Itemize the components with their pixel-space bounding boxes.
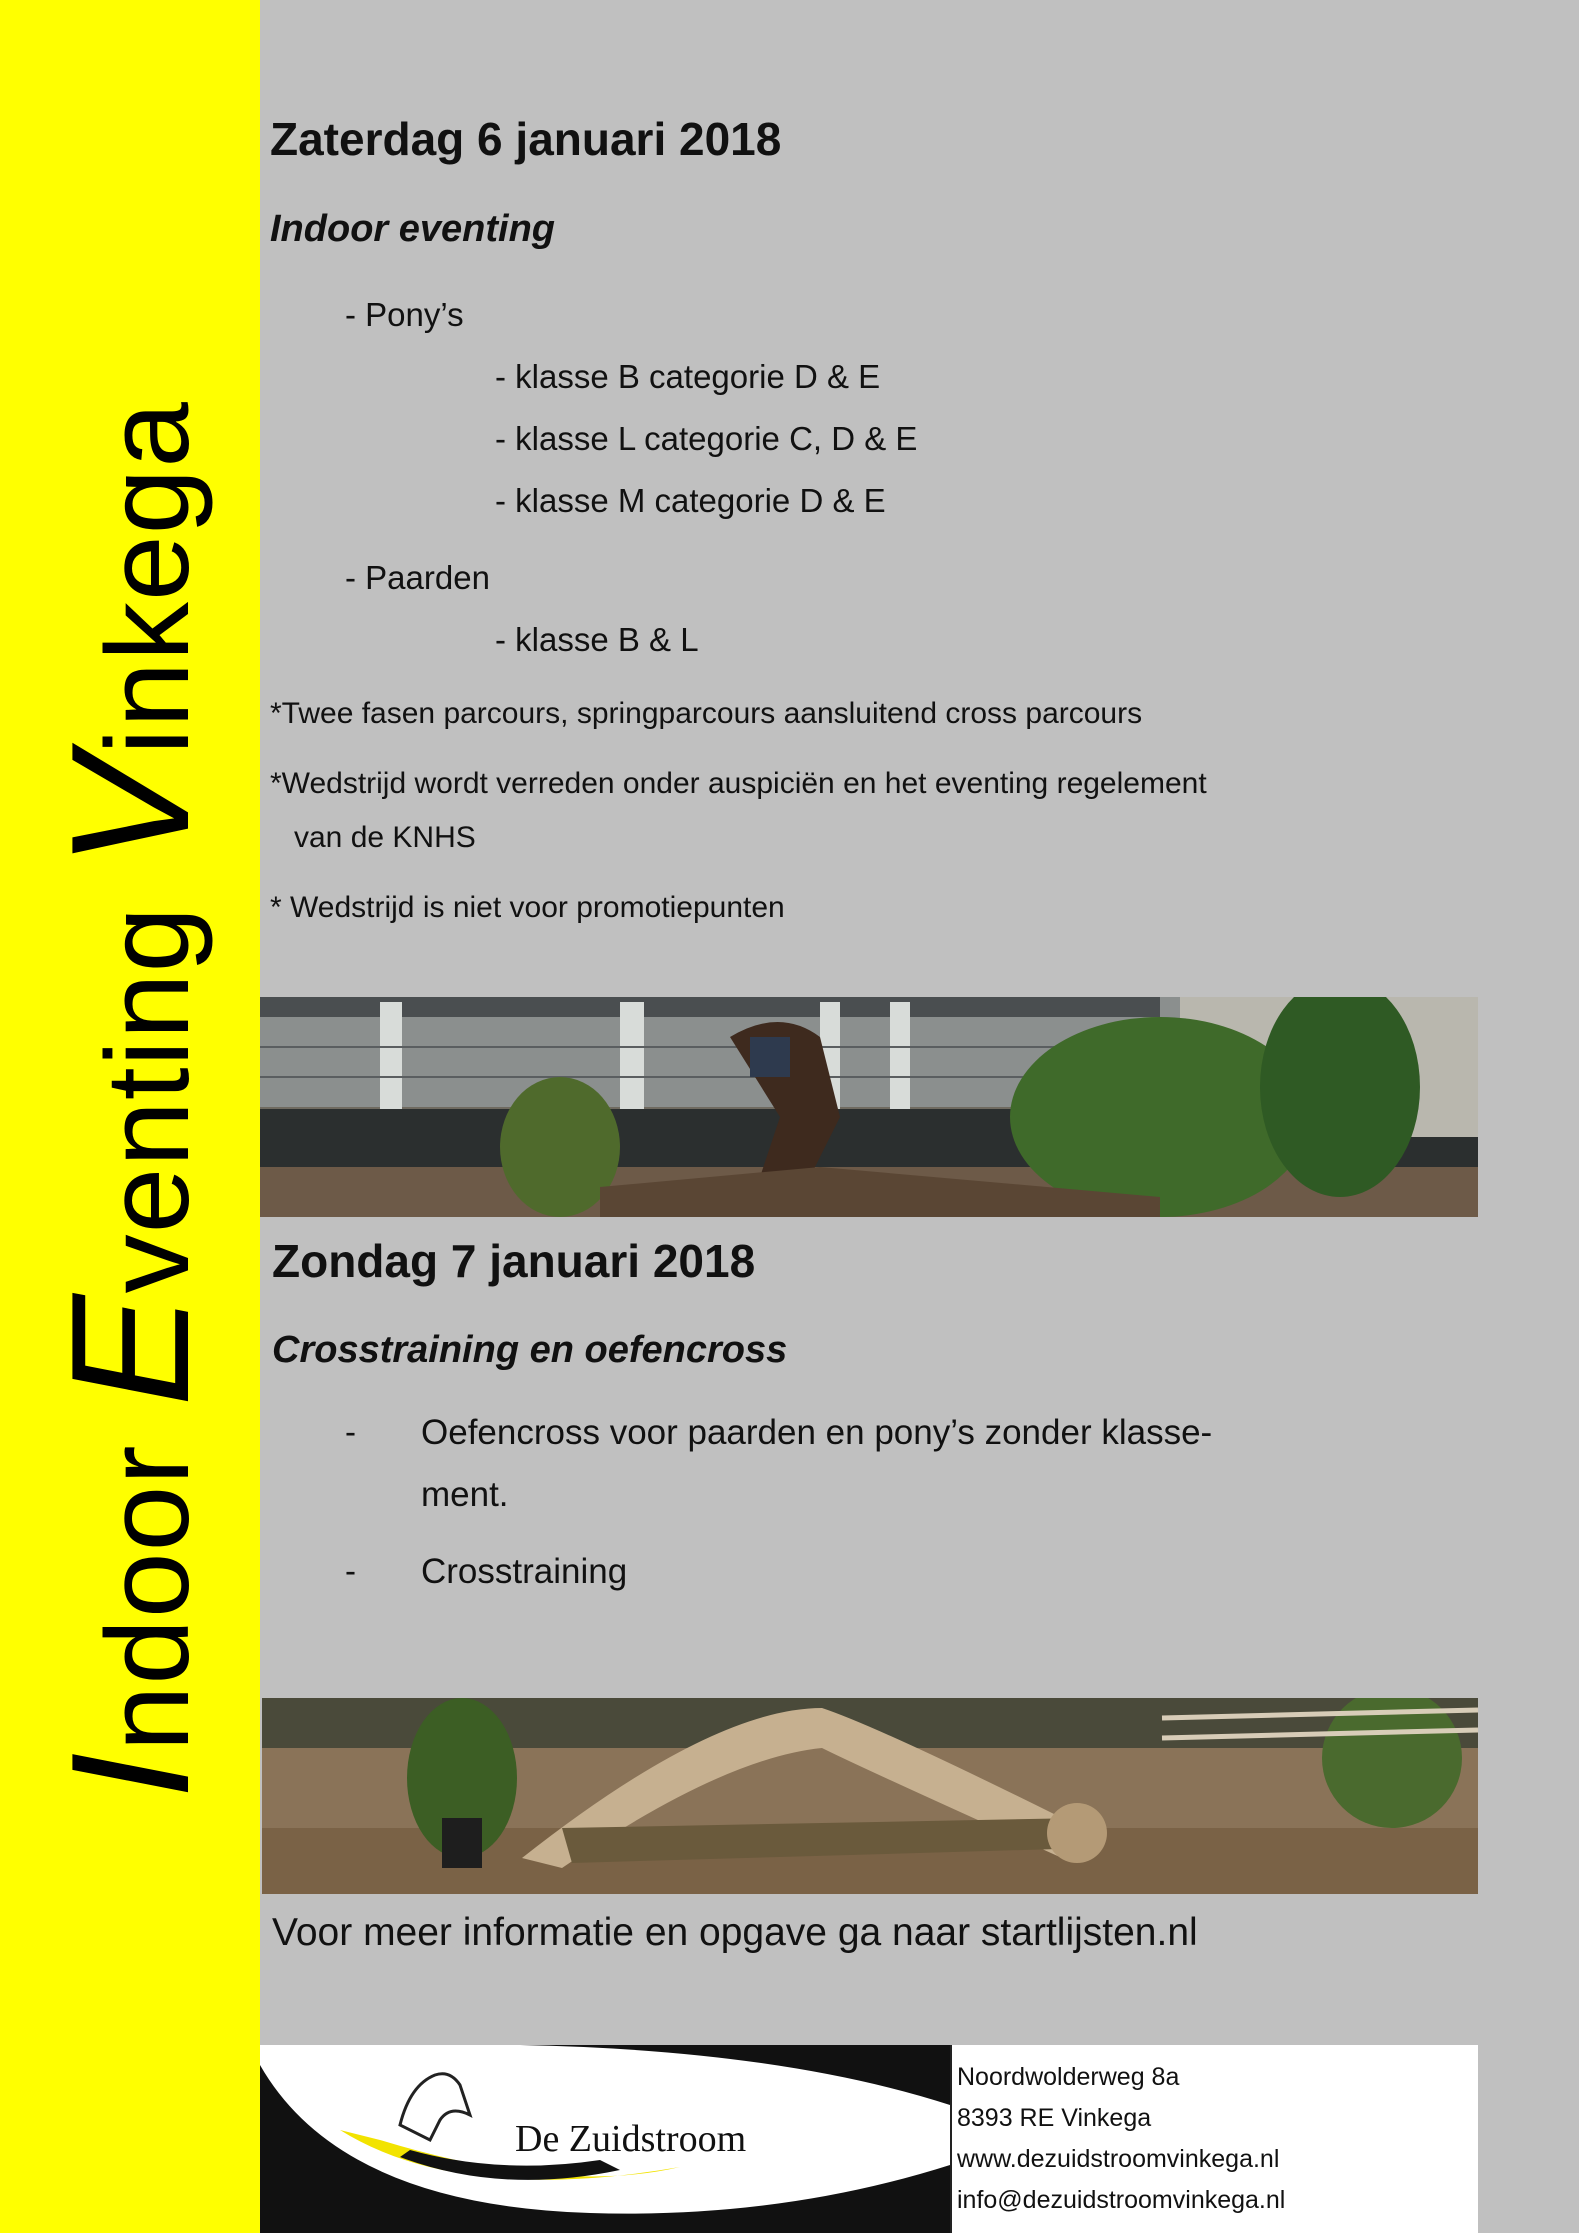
side-title-initial-1: I: [36, 1751, 224, 1799]
more-info: Voor meer informatie en opgave ga naar startlijsten.nl: [272, 1911, 1198, 1954]
sunday-item: Crosstraining: [421, 1552, 628, 1591]
class-item: - klasse B categorie D & E: [495, 358, 881, 395]
saturday-event: Indoor eventing: [270, 208, 555, 250]
address-block: [957, 2057, 1285, 2221]
logo-text: De Zuidstroom: [515, 2118, 747, 2160]
class-item: - klasse L categorie C, D & E: [495, 420, 918, 457]
side-title-word-2: venting: [82, 905, 214, 1294]
sunday-date: Zondag 7 januari 2018: [272, 1235, 756, 1287]
group-label-paarden: - Paarden: [345, 559, 490, 596]
address-email[interactable]: info@dezuidstroomvinkega.nl: [957, 2186, 1286, 2214]
saturday-date: Zaterdag 6 januari 2018: [270, 113, 782, 165]
arena-photo-log: [262, 1698, 1478, 1894]
class-item: - klasse B & L: [495, 621, 699, 658]
address-city: 8393 RE Vinkega: [957, 2104, 1152, 2132]
class-item: - klasse M categorie D & E: [495, 482, 886, 519]
note-item: *Wedstrijd wordt verreden onder auspiciën en het eventing regelement: [270, 767, 1207, 800]
side-title-word-3: inkega: [82, 401, 214, 755]
bullet: -: [345, 1552, 356, 1589]
sunday-item: Oefencross voor paarden en pony’s zonder klasse-: [421, 1413, 1213, 1452]
side-title-initial-3: V: [36, 754, 224, 868]
address-street: Noordwolderweg 8a: [957, 2063, 1180, 2091]
note-item: *Twee fasen parcours, springparcours aansluitend cross parcours: [270, 697, 1143, 730]
note-item: van de KNHS: [294, 821, 476, 854]
address-website[interactable]: www.dezuidstroomvinkega.nl: [957, 2145, 1280, 2173]
side-title-initial-2: E: [36, 1293, 224, 1407]
side-title: [36, 401, 224, 1799]
side-title-word-1: ndoor: [82, 1444, 214, 1752]
footer: [260, 2045, 1478, 2233]
side-banner: [0, 0, 260, 2233]
sunday-event: Crosstraining en oefencross: [272, 1329, 788, 1371]
sunday-item-continued: ment.: [421, 1475, 509, 1514]
arena-photo-jump: [260, 997, 1478, 1217]
group-label-ponys: - Pony’s: [345, 296, 464, 333]
bullet: -: [345, 1413, 356, 1450]
footer-divider: [950, 2045, 952, 2233]
logo: [260, 2045, 950, 2233]
note-item: * Wedstrijd is niet voor promotiepunten: [270, 891, 785, 924]
